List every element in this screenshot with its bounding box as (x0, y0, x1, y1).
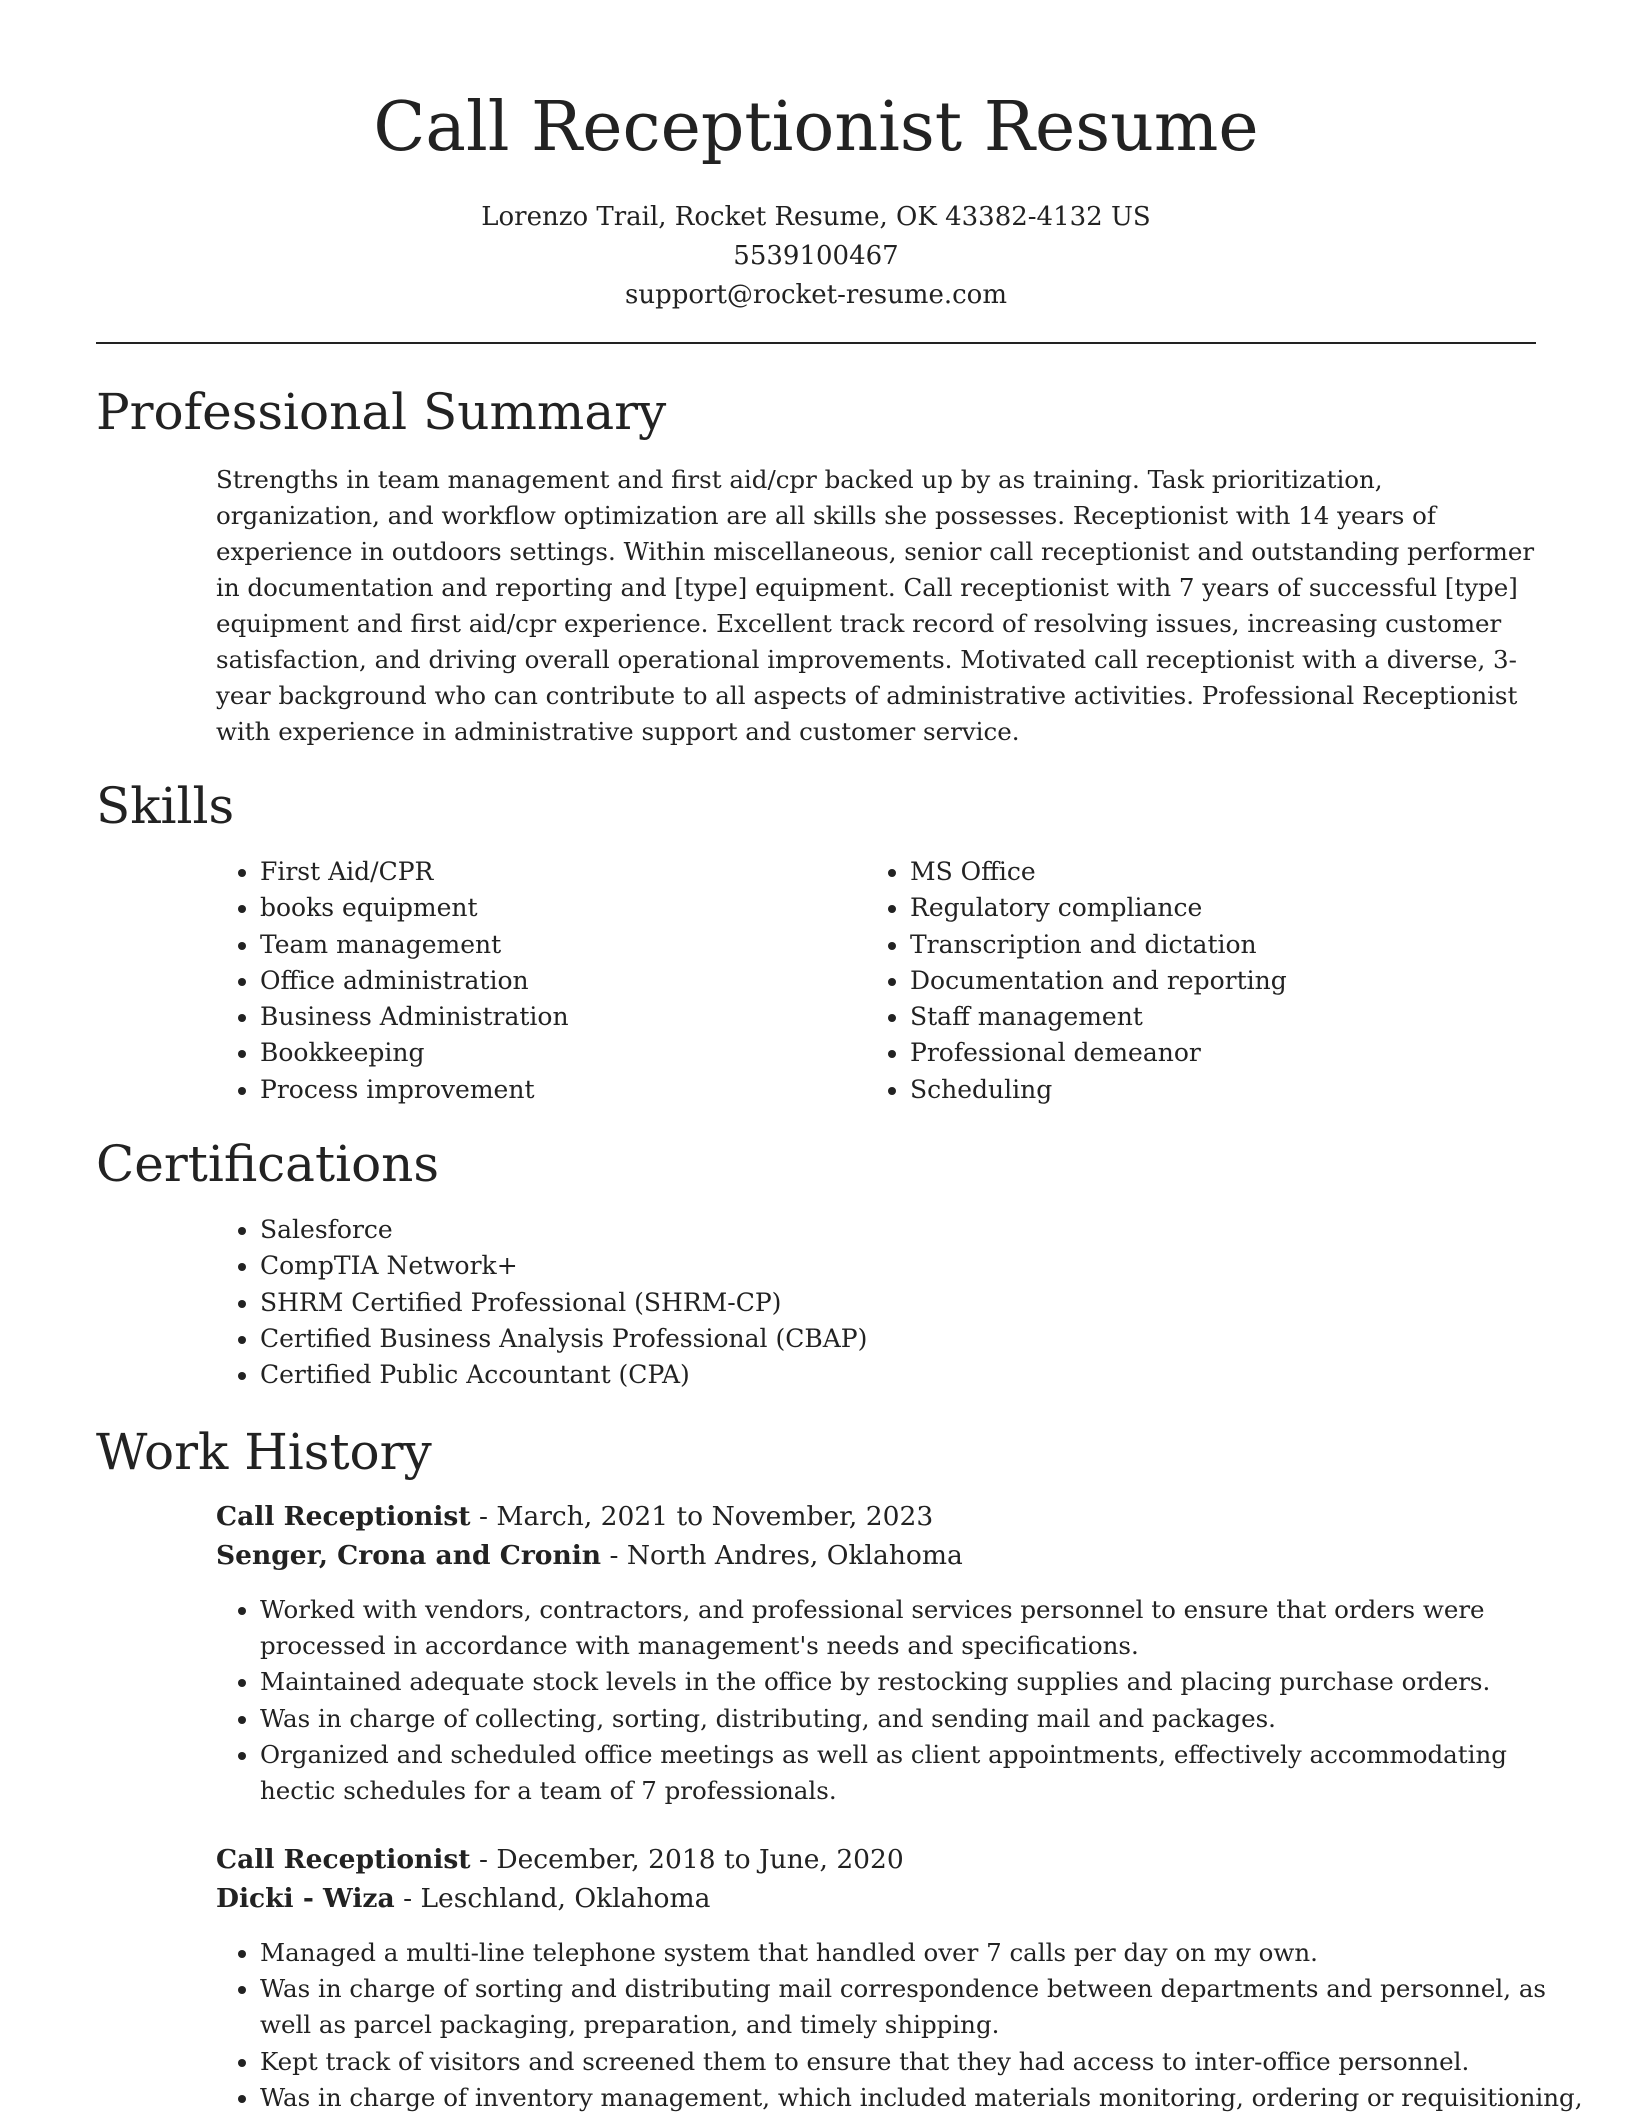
certifications-list (216, 1212, 1460, 1393)
certification-item: • SHRM Certified Professional (SHRM-CP) (260, 1285, 1460, 1321)
certifications-heading: Certifications (96, 1135, 440, 1193)
skill-item: • books equipment (260, 890, 860, 926)
job-company: Senger, Crona and Cronin (216, 1540, 602, 1571)
job-bullet: • Maintained adequate stock levels in the office by restocking supplies and placing purchase orders. (260, 1664, 1584, 1700)
job-bullets (216, 1592, 1584, 1809)
job-company-line (216, 1537, 963, 1575)
job-bullet: • Managed a multi-line telephone system that handled over 7 calls per day on my own. (260, 1935, 1584, 1971)
skill-item: • MS Office (910, 854, 1510, 890)
contact-address: Lorenzo Trail, Rocket Resume, OK 43382-4132 US (481, 202, 1151, 232)
header-divider (96, 342, 1536, 344)
skill-item: • Process improvement (260, 1072, 860, 1108)
skill-item: • Bookkeeping (260, 1035, 860, 1071)
job-dates: - March, 2021 to November, 2023 (470, 1501, 934, 1532)
job-bullet: • Was in charge of sorting and distributing mail correspondence between departments and personnel, as well as parcel packaging, preparation, and timely shipping. (260, 1971, 1584, 2043)
skill-item: • Regulatory compliance (910, 890, 1510, 926)
job-location: - Leschland, Oklahoma (394, 1883, 711, 1914)
skill-item: • Documentation and reporting (910, 963, 1510, 999)
summary-heading: Professional Summary (96, 383, 667, 441)
job-role: Call Receptionist (216, 1501, 471, 1532)
work-history-heading: Work History (96, 1423, 432, 1481)
job-role: Call Receptionist (216, 1844, 471, 1875)
skills-list-left (216, 854, 860, 1108)
job-location: - North Andres, Oklahoma (601, 1540, 963, 1571)
skill-item: • Transcription and dictation (910, 927, 1510, 963)
skill-item: • First Aid/CPR (260, 854, 860, 890)
summary-text: Strengths in team management and first aid/cpr backed up by as training. Task prioritization, organization, and workflow optimization are all skills she possesses. Receptionist with 14 years of experience in outdoors settings. Within miscellaneous, senior call receptionist and outstanding performer in documentation and reporting and [type] equipment. Call receptionist with 7 years of successful [type] equipment and first aid/cpr experience. Excellent track record of resolving issues, increasing customer satisfaction, and driving overall operational improvements. Motivated call receptionist with a diverse, 3-year background who can contribute to all aspects of administrative activities. Professional Receptionist with experience in administrative support and customer service. (216, 465, 1535, 746)
job-dates: - December, 2018 to June, 2020 (470, 1844, 904, 1875)
contact-block (0, 198, 1632, 315)
resume-title: Call Receptionist Resume (373, 88, 1259, 167)
certification-item: • Certified Business Analysis Professional (CBAP) (260, 1321, 1460, 1357)
resume-header (0, 0, 1632, 315)
skill-item: • Team management (260, 927, 860, 963)
skill-item: • Staff management (910, 999, 1510, 1035)
job-company-line (216, 1880, 710, 1918)
certification-item: • CompTIA Network+ (260, 1248, 1460, 1284)
job-bullet: • Worked with vendors, contractors, and professional services personnel to ensure that orders were processed in accordance with management's needs and specifications. (260, 1592, 1584, 1664)
job-company: Dicki - Wiza (216, 1883, 395, 1914)
contact-email: support@rocket-resume.com (624, 280, 1007, 310)
job-bullet: • Organized and scheduled office meetings as well as client appointments, effectively accommodating hectic schedules for a team of 7 professionals. (260, 1737, 1584, 1809)
certification-item: • Salesforce (260, 1212, 1460, 1248)
contact-phone: 5539100467 (733, 241, 899, 271)
job-bullet: • Was in charge of inventory management, which included materials monitoring, ordering or requisitioning, (260, 2080, 1584, 2116)
skill-item: • Business Administration (260, 999, 860, 1035)
job-bullet: • Kept track of visitors and screened them to ensure that they had access to inter-office personnel. (260, 2044, 1584, 2080)
skill-item: • Professional demeanor (910, 1035, 1510, 1071)
job-title-line (216, 1841, 904, 1879)
skill-item: • Office administration (260, 963, 860, 999)
certification-item: • Certified Public Accountant (CPA) (260, 1357, 1460, 1393)
job-bullet: • Was in charge of collecting, sorting, distributing, and sending mail and packages. (260, 1701, 1584, 1737)
job-title-line (216, 1498, 933, 1536)
skills-heading: Skills (96, 777, 235, 835)
job-bullets (216, 1935, 1584, 2116)
skills-list-right (866, 854, 1510, 1108)
skill-item: • Scheduling (910, 1072, 1510, 1108)
